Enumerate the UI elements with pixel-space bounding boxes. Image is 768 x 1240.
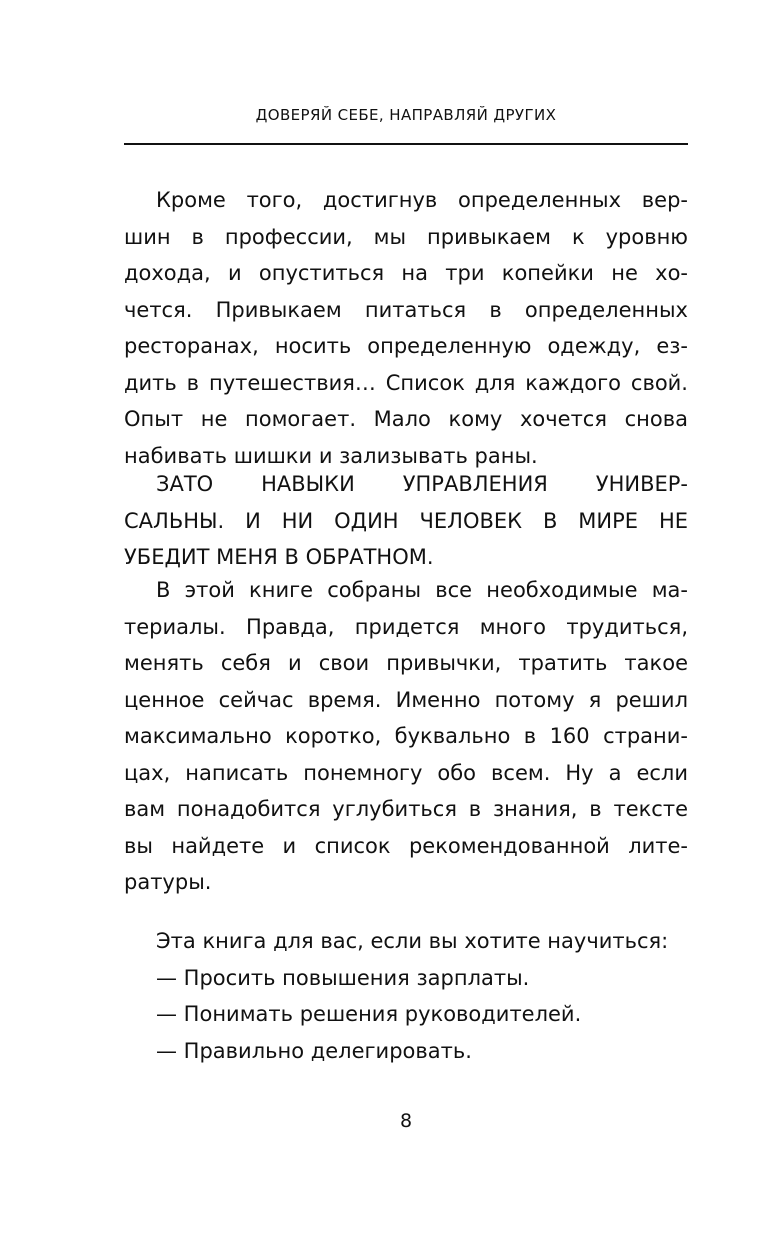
text-line: териалы. Правда, придется много трудиться, [124, 614, 688, 639]
header-divider [124, 143, 688, 145]
list-item: — Понимать решения руководителей. [156, 1002, 582, 1026]
paragraph-income-habits [124, 182, 688, 474]
text-line: чется. Привыкаем питаться в определенных [124, 297, 688, 322]
text-line: шин в профессии, мы привыкаем к уровню [124, 224, 688, 249]
text-line: ценное сейчас время. Именно потому я решил [124, 687, 688, 712]
text-line: ратуры. [124, 870, 212, 894]
text-line: дить в путешествия… Список для каждого свой. [124, 370, 688, 395]
text-line: вы найдете и список рекомендованной лите- [124, 833, 688, 858]
text-line: УБЕДИТ МЕНЯ В ОБРАТНОМ. [124, 545, 434, 569]
text-line: набивать шишки и зализывать раны. [124, 443, 538, 468]
text-line: ресторанах, носить определенную одежду, ез- [124, 334, 688, 358]
text-line: Кроме того, достигнув определенных вер- [156, 188, 688, 212]
running-header: ДОВЕРЯЙ СЕБЕ, НАПРАВЛЯЙ ДРУГИХ [255, 106, 557, 124]
skills-list [124, 923, 688, 1069]
paragraph-book-materials [124, 572, 688, 901]
text-line: цах, написать понемногу обо всем. Ну а если [124, 760, 688, 785]
list-intro: Эта книга для вас, если вы хотите научиться: [156, 929, 669, 953]
text-line: САЛЬНЫ. И НИ ОДИН ЧЕЛОВЕК В МИРЕ НЕ [124, 508, 688, 533]
text-line: ЗАТО НАВЫКИ УПРАВЛЕНИЯ УНИВЕР- [156, 472, 688, 496]
list-item: — Правильно делегировать. [156, 1038, 472, 1063]
text-line: менять себя и свои привычки, тратить такое [124, 651, 688, 675]
list-item: — Просить повышения зарплаты. [156, 965, 530, 990]
page-number: 8 [399, 1110, 413, 1132]
text-line: дохода, и опуститься на три копейки не хо- [124, 261, 688, 285]
text-line: вам понадобится углубиться в знания, в тексте [124, 797, 688, 821]
text-line: В этой книге собраны все необходимые ма- [156, 578, 688, 602]
text-line: Опыт не помогает. Мало кому хочется снова [124, 407, 688, 431]
paragraph-emphasis-caps [124, 466, 688, 576]
text-line: максимально коротко, буквально в 160 страни- [124, 724, 688, 748]
